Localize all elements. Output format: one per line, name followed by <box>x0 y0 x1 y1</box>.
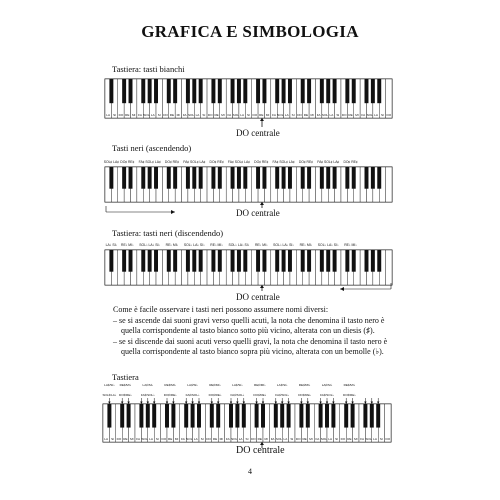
black-key-group-label: FA♯ SOL♯ LA♯ <box>183 160 206 164</box>
white-key-label: MI <box>310 112 314 117</box>
white-key-label: MI <box>309 436 313 441</box>
white-key-label: FA <box>270 436 275 441</box>
black-key <box>242 404 246 428</box>
section1-caption: DO centrale <box>236 128 280 138</box>
white-key-label: LA <box>149 436 153 441</box>
white-key-label: MI <box>265 112 270 117</box>
white-key-label: FA <box>316 112 321 117</box>
black-key <box>274 404 278 428</box>
white-key-label: DO <box>206 436 211 441</box>
white-key-label: SOL <box>187 112 195 117</box>
black-key-group-label: FA♯ SOL♯ LA♯ <box>272 160 295 164</box>
white-key-label: LA <box>193 436 198 441</box>
white-key-label: MI <box>355 112 359 117</box>
black-key-group-label: LA♭ SI♭ <box>105 243 118 247</box>
black-key-group-label: SOL♭ LA♭ SI♭ <box>228 243 250 247</box>
white-key-label: RE <box>214 112 219 117</box>
black-key-group-label: SOL♯ LA♯ <box>103 160 120 164</box>
white-key-label: RE <box>348 112 353 117</box>
black-key-name-upper: RE♯/MI♭ <box>298 383 311 387</box>
white-key-label: SOL <box>277 112 284 117</box>
black-key-name-upper: LA♯/SI♭ <box>276 383 288 387</box>
black-key <box>191 404 195 428</box>
white-key-label: DO <box>118 112 124 117</box>
black-key-name-lower: FA♯/SOL♭ <box>275 393 290 397</box>
page-number: 4 <box>248 467 252 476</box>
white-key-label: DO <box>252 112 258 117</box>
black-key <box>107 404 111 428</box>
white-key-label: DO <box>297 112 302 117</box>
black-key-name-upper: LA♯/SI♭ <box>104 383 115 387</box>
black-key <box>184 404 188 428</box>
white-key-label: DO <box>385 436 391 441</box>
black-key-name-upper: LA♯/SI♭ <box>232 383 243 387</box>
white-key-label: DO <box>163 112 168 117</box>
black-key-group-label: DO♯ RE♯ <box>120 160 135 164</box>
black-key-group-label: DO♯ RE♯ <box>298 160 313 164</box>
white-key-label: FA <box>360 436 365 441</box>
white-key-label: SOL <box>275 436 283 441</box>
black-key <box>139 404 143 428</box>
white-key-label: RE <box>302 436 307 441</box>
white-key-label: LA <box>104 436 109 441</box>
black-key <box>370 404 374 428</box>
black-key <box>363 404 367 428</box>
white-key-label: SOL <box>366 112 373 117</box>
white-key-label: FA <box>181 436 185 441</box>
black-key <box>299 404 303 428</box>
black-key <box>127 404 131 428</box>
white-key-label: SI <box>379 436 383 441</box>
black-key <box>376 404 380 428</box>
white-key-label: SI <box>335 436 339 441</box>
white-key-label: SI <box>202 112 206 117</box>
black-key <box>165 404 169 428</box>
white-key-label: LA <box>329 112 334 117</box>
black-key-name-lower: DO♯/RE♭ <box>163 393 177 397</box>
white-key-label: LA <box>238 436 243 441</box>
white-key-label: LA <box>106 112 111 117</box>
black-key-group-label: RE♭ MI♭ <box>121 243 134 247</box>
white-key-label: FA <box>182 112 187 117</box>
black-key-group-label: FA♯ SOL♯ LA♯ <box>227 160 250 164</box>
white-key-label: SOL <box>321 112 329 117</box>
white-key-label: SI <box>111 436 115 441</box>
white-key-label: SOL <box>231 436 238 441</box>
section3-label: Tastiera: tasti neri (discendendo) <box>112 228 224 238</box>
white-key-label: SOL <box>141 436 148 441</box>
white-key-label: MI <box>219 436 224 441</box>
white-key-label: SI <box>200 436 204 441</box>
black-key-name-lower: DO♯/RE♭ <box>298 393 312 397</box>
black-key-group-label: SOL♭ LA♭ SI♭ <box>273 243 294 247</box>
black-key <box>319 404 323 428</box>
white-key-label: SOL <box>320 436 327 441</box>
white-key-label: DO <box>116 436 122 441</box>
black-key <box>344 404 348 428</box>
black-key-group-label: DO♯ RE♯ <box>209 160 224 164</box>
white-key-label: FA <box>272 112 276 117</box>
black-key-group-label: RE♭ MI♭ <box>165 243 179 247</box>
white-key-label: SI <box>380 112 384 117</box>
white-key-label: SI <box>247 112 250 117</box>
black-key-name-lower: DO♯/RE♭ <box>253 393 267 397</box>
black-key <box>235 404 239 428</box>
white-key-label: SI <box>336 112 340 117</box>
black-key <box>216 404 220 428</box>
white-key-label: FA <box>315 436 320 441</box>
white-key-label: RE <box>303 112 309 117</box>
white-key-label: RE <box>259 112 264 117</box>
black-key <box>331 404 335 428</box>
black-key-group-label: SOL♭ LA♭ SI♭ <box>317 243 339 247</box>
section4-label: Tastiera <box>112 372 139 382</box>
paragraph-bullet-descending: – se si discende dai suoni acuti verso quelli gravi, la nota che denomina il tasto nero è quella corrispondente al tasto bianco sopra più vicino, alterata con un bemolle (♭). <box>113 336 388 357</box>
black-key-name-upper: LA♯/SI♭ <box>187 383 198 387</box>
black-key-name-upper: RE♯/MI♭ <box>343 383 356 387</box>
black-key-name-lower: FA♯/SOL♭ <box>230 393 245 397</box>
section4-caption: DO centrale <box>236 445 285 456</box>
black-key <box>287 404 291 428</box>
black-key-name-lower: FA♯/SOL♭ <box>140 393 155 397</box>
black-key <box>146 404 150 428</box>
section2-caption: DO centrale <box>236 208 280 218</box>
black-key <box>351 404 355 428</box>
black-key-name-upper: LA♯/SI♭ <box>321 383 333 387</box>
white-key-label: LA <box>195 112 200 117</box>
white-key-label: RE <box>212 436 218 441</box>
white-key-label: LA <box>284 112 289 117</box>
white-key-label: LA <box>373 436 377 441</box>
black-key <box>306 404 310 428</box>
white-key-label: DO <box>386 112 392 117</box>
black-key-name-upper: RE♯/MI♭ <box>253 383 266 387</box>
black-key <box>229 404 233 428</box>
white-key-label: MI <box>354 436 358 441</box>
white-key-label: SI <box>157 112 161 117</box>
white-key-label: LA <box>240 112 245 117</box>
white-key-label: MI <box>130 436 134 441</box>
black-key-name-upper: RE♯/MI♭ <box>164 383 177 387</box>
white-key-label: LA <box>374 112 378 117</box>
black-key <box>325 404 329 428</box>
black-key <box>120 404 124 428</box>
black-key-name-lower: FA♯/SOL♭ <box>185 393 200 397</box>
black-key <box>261 404 265 428</box>
section1-label: Tastiera: tasti bianchi <box>112 64 185 74</box>
white-key-label: SOL <box>143 112 150 117</box>
white-key-label: DO <box>340 436 346 441</box>
white-key-label: FA <box>138 112 142 117</box>
section2-label: Tasti neri (ascendendo) <box>112 143 192 153</box>
black-key <box>255 404 259 428</box>
white-key-label: RE <box>169 112 175 117</box>
white-key-label: DO <box>295 436 301 441</box>
black-key-name-upper: LA♯/SI♭ <box>142 383 154 387</box>
black-key <box>280 404 284 428</box>
white-key-label: SI <box>291 112 295 117</box>
white-key-label: LA <box>150 112 155 117</box>
black-key-group-label: FA♯ SOL♯ LA♯ <box>138 160 161 164</box>
black-key-group-label: SOL♭ LA♭ SI♭ <box>183 243 205 247</box>
white-key-label: SI <box>155 436 159 441</box>
white-key-label: RE <box>168 436 173 441</box>
black-key-group-label: SOL♭ LA♭ SI♭ <box>139 243 161 247</box>
white-key-label: FA <box>361 112 366 117</box>
white-key-label: MI <box>221 112 225 117</box>
black-key-group-label: RE♭ MI♭ <box>254 243 268 247</box>
black-key-group-label: DO♯ RE♯ <box>343 160 358 164</box>
white-key-label: LA <box>328 436 333 441</box>
paragraph-bullet-ascending: – se si ascende dai suoni gravi verso quelli acuti, la nota che denomina il tasto nero è quella corrispondente al tasto bianco sotto più vicino, alterata con un diesis (♯). <box>113 315 385 336</box>
black-key-group-label: RE♭ MI♭ <box>299 243 313 247</box>
white-key-label: DO <box>161 436 167 441</box>
white-key-label: DO <box>207 112 213 117</box>
black-key <box>197 404 201 428</box>
page-title: GRAFICA E SIMBOLOGIA <box>141 22 359 41</box>
white-key-label: SI <box>113 112 117 117</box>
black-key-name-lower: DO♯/RE♭ <box>342 393 356 397</box>
white-key-label: LA <box>283 436 288 441</box>
white-key-label: MI <box>264 436 268 441</box>
black-key <box>210 404 214 428</box>
white-key-label: FA <box>225 436 230 441</box>
white-key-label: MI <box>131 112 136 117</box>
black-key-group-label: RE♭ MI♭ <box>344 243 357 247</box>
white-key-label: SI <box>245 436 249 441</box>
black-key-name-upper: RE♯/MI♭ <box>209 383 221 387</box>
white-key-label: RE <box>347 436 352 441</box>
black-key-group-label: RE♭ MI♭ <box>210 243 223 247</box>
white-key-label: MI <box>176 112 181 117</box>
section3-caption: DO centrale <box>236 292 280 302</box>
black-key <box>171 404 175 428</box>
white-key-label: DO <box>251 436 256 441</box>
white-key-label: SOL <box>232 112 239 117</box>
black-key-group-label: FA♯ SOL♯ LA♯ <box>317 160 340 164</box>
black-key-group-label: DO♯ RE♯ <box>164 160 180 164</box>
white-key-label: RE <box>257 436 262 441</box>
paragraph-intro: Come è facile osservare i tasti neri possono assumere nomi diversi: <box>113 305 329 314</box>
white-key-label: SI <box>290 436 294 441</box>
white-key-label: SOL <box>365 436 372 441</box>
black-key-name-lower: SOL♯/LA♭ <box>102 393 117 397</box>
white-key-label: FA <box>136 436 141 441</box>
black-key-name-lower: FA♯/SOL♭ <box>320 393 334 397</box>
white-key-label: RE <box>125 112 130 117</box>
white-key-label: RE <box>123 436 128 441</box>
black-key-name-lower: DO♯/RE♭ <box>118 393 132 397</box>
black-key-name-upper: RE♯/MI♭ <box>119 383 132 387</box>
white-key-label: FA <box>227 112 232 117</box>
white-key-label: SOL <box>186 436 193 441</box>
white-key-label: MI <box>174 436 179 441</box>
black-key <box>152 404 156 428</box>
black-key-name-lower: DO♯/RE♭ <box>208 393 222 397</box>
white-key-label: DO <box>341 112 347 117</box>
black-key-group-label: DO♯ RE♯ <box>254 160 269 164</box>
